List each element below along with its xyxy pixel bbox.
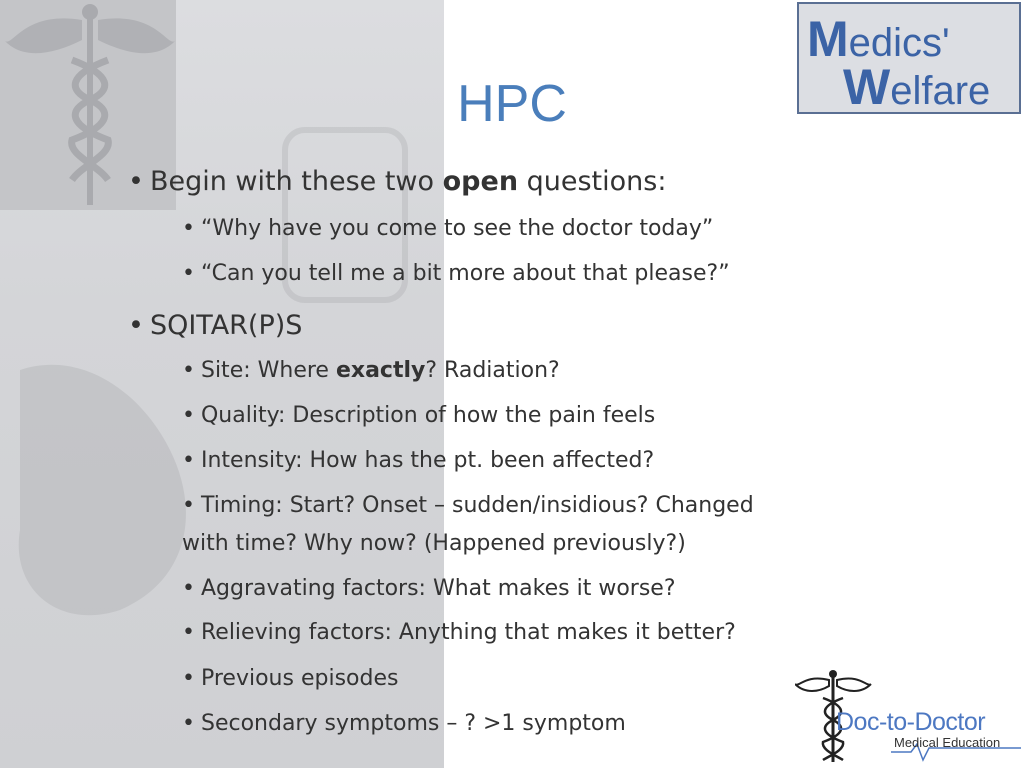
bullet-item (128, 310, 302, 341)
sub-bullet-item (182, 358, 560, 383)
sub-bullet-item (182, 493, 754, 518)
bullet-text: with time? Why now? (Happened previously?) (182, 531, 686, 556)
bullet-text: Site: Where (200, 358, 336, 383)
bullet-dot-icon: • (182, 403, 195, 428)
bullet-dot-icon: • (182, 576, 195, 601)
sub-bullet-item (182, 576, 676, 601)
logo-line-1: Medics' (807, 11, 950, 67)
slide-title: HPC (457, 75, 567, 133)
bullet-dot-icon: • (182, 448, 195, 473)
sub-bullet-item (182, 403, 655, 428)
sub-bullet-item (182, 666, 398, 691)
bullet-text: Previous episodes (200, 666, 399, 691)
bullet-dot-icon: • (182, 666, 195, 691)
sub-bullet-item (182, 620, 736, 645)
bullet-text: “Why have you come to see the doctor today” (200, 216, 714, 241)
bullet-dot-icon: • (128, 166, 144, 197)
bullet-text: SQITAR(P)S (149, 310, 303, 341)
bullet-dot-icon: • (182, 620, 195, 645)
bullet-text: questions: (518, 166, 667, 197)
bullet-dot-icon: • (182, 493, 195, 518)
bullet-bold-text: open (442, 166, 519, 197)
sub-bullet-item (182, 216, 713, 241)
sub-bullet-item (182, 711, 626, 736)
bullet-text: Timing: Start? Onset – sudden/insidious? Changed (200, 493, 754, 518)
bullet-item (128, 166, 666, 197)
bullet-text: “Can you tell me a bit more about that please?” (200, 261, 730, 286)
bullet-bold-text: exactly (335, 358, 426, 383)
bullet-text: Secondary symptoms – ? >1 symptom (200, 711, 626, 736)
logo-line-2: Welfare (843, 59, 991, 115)
bullet-dot-icon: • (182, 358, 195, 383)
doc-to-doctor-logo-title: Doc-to-Doctor (836, 708, 986, 736)
doc-to-doctor-logo-subtitle: Medical Education (894, 735, 1001, 750)
bullet-dot-icon: • (182, 261, 195, 286)
bullet-dot-icon: • (182, 216, 195, 241)
sub-bullet-item (182, 448, 654, 473)
bullet-text: Quality: Description of how the pain feels (200, 403, 656, 428)
sub-bullet-item (182, 261, 730, 286)
bullet-text: Begin with these two (149, 166, 443, 197)
bullet-text: Relieving factors: Anything that makes it better? (200, 620, 736, 645)
bullet-dot-icon: • (182, 711, 195, 736)
bullet-text: Intensity: How has the pt. been affected? (200, 448, 655, 473)
sub-bullet-item (182, 531, 686, 556)
bullet-text: Aggravating factors: What makes it worse? (200, 576, 676, 601)
bullet-text: ? Radiation? (425, 358, 560, 383)
bullet-dot-icon: • (128, 310, 144, 341)
